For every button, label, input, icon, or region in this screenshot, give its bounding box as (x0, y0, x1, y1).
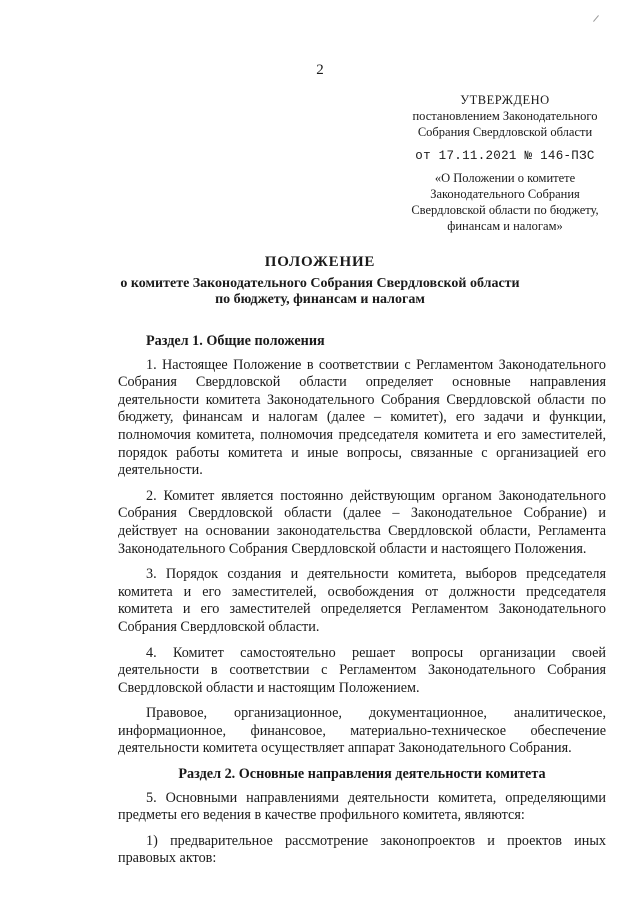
approved-label: УТВЕРЖДЕНО (460, 93, 550, 107)
subtitle-line-2: по бюджету, финансам и налогам (215, 292, 425, 307)
subtitle-line-1: о комитете Законодательного Собрания Свердловской области (120, 276, 520, 291)
approval-stamp (400, 92, 610, 234)
decree-ref-line-3: Свердловской области по бюджету, (411, 203, 599, 217)
section-1-paragraph-5: Правовое, организационное, документационное, аналитическое, информационное, финансовое, материально-техническое обеспечение деятельности комитета осуществляет аппарат Законодательного Собрания. (118, 705, 606, 757)
section-1-paragraph-1: 1. Настоящее Положение в соответствии с Регламентом Законодательного Собрания Свердловской области определяет основные направления деятельности комитета Законодательного Собрания Свердловской области по бюджету, финансам и налогам (далее – комитет), его задачи и функции, полномочия комитета, полномочия председателя комитета и его заместителей, порядок работы комитета и иные вопросы, связанные с организацией его деятельности. (118, 356, 606, 479)
decree-ref-line-1: «О Положении о комитете (434, 171, 576, 185)
section-2-paragraph-1: 5. Основными направлениями деятельности комитета, определяющими предметы его ведения в качестве профильного комитета, являются: (118, 789, 606, 824)
approval-line-2: Собрания Свердловской области (417, 125, 593, 139)
decree-ref-line-4: финансам и налогам» (447, 219, 563, 233)
decree-number: от 17.11.2021 № 146-ПЗС (415, 149, 595, 163)
document-body (118, 333, 606, 876)
section-1-title: Раздел 1. Общие положения (146, 333, 325, 349)
document-title: ПОЛОЖЕНИЕ (264, 254, 376, 270)
decree-ref-line-2: Законодательного Собрания (430, 187, 580, 201)
section-1-paragraph-2: 2. Комитет является постоянно действующим органом Законодательного Собрания Свердловской области (далее – Законодательное Собрание) и действует на основании законодательства Свердловской области, Регламента Законодательного Собрания Свердловской области и настоящего Положения. (118, 487, 606, 557)
approval-line-1: постановлением Законодательного (412, 109, 598, 123)
section-1-paragraph-3: 3. Порядок создания и деятельности комитета, выборов председателя комитета и его заместителей, освобождения от должности председателя комитета и его заместителей определяется Регламентом Законодательного Собрания Свердловской области. (118, 566, 606, 635)
section-2-title: Раздел 2. Основные направления деятельности комитета (178, 766, 546, 783)
section-2-paragraph-2: 1) предварительное рассмотрение законопроектов и проектов иных правовых актов: (118, 832, 606, 867)
document-subtitle (100, 276, 540, 308)
section-1-paragraph-4: 4. Комитет самостоятельно решает вопросы организации своей деятельности в соответствии с Регламентом Законодательного Собрания Свердловской области и настоящим Положением. (118, 644, 606, 696)
scan-artifact (593, 15, 599, 22)
page-number: 2 (316, 62, 324, 78)
